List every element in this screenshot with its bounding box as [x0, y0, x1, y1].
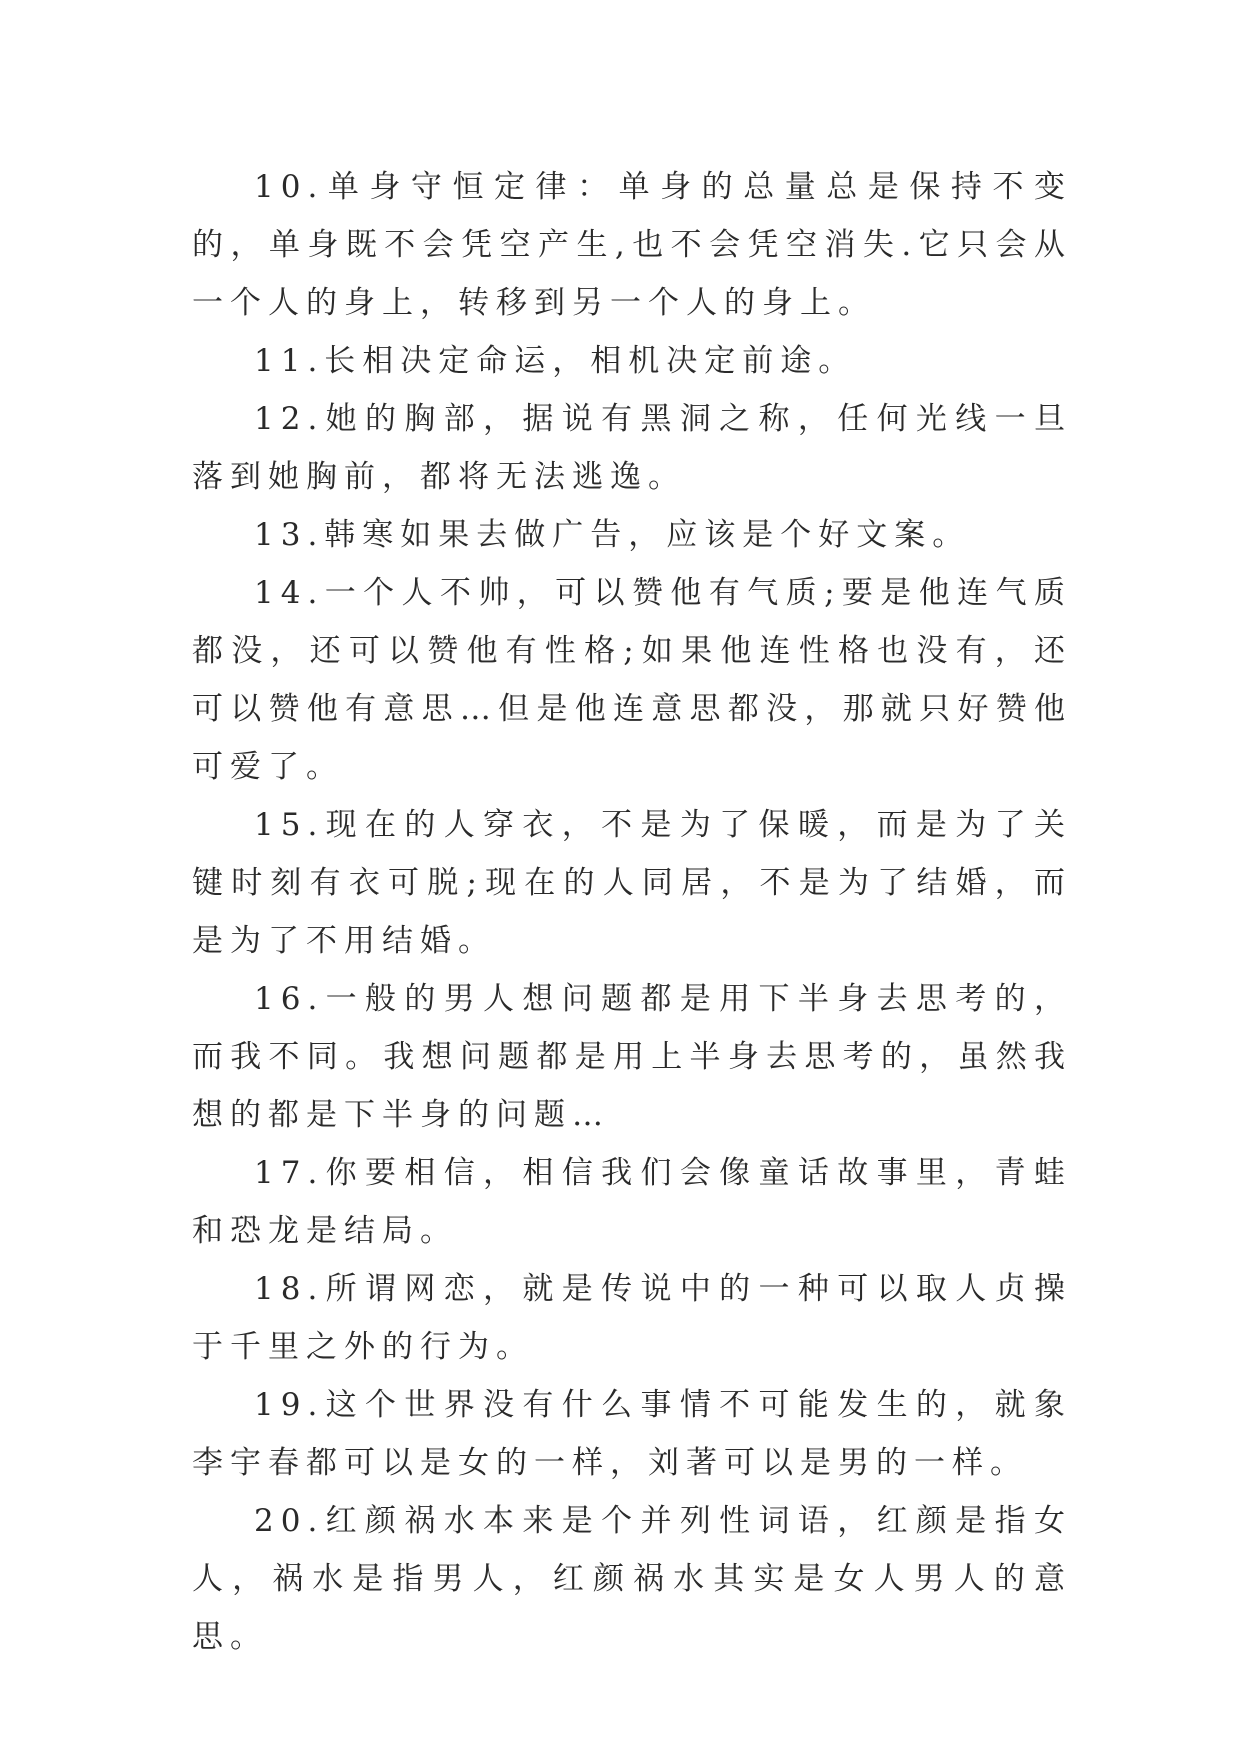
paragraph-13: 13.韩寒如果去做广告，应该是个好文案。 — [254, 517, 971, 553]
paragraph-17: 17.你要相信，相信我们会像童话故事里，青蛙和恐龙是结局。 — [192, 1155, 1072, 1249]
paragraph-20: 20.红颜祸水本来是个并列性词语，红颜是指女人，祸水是指男人，红颜祸水其实是女人男人的意思。 — [192, 1503, 1072, 1655]
paragraph-16: 16.一般的男人想问题都是用下半身去思考的，而我不同。我想问题都是用上半身去思考的，虽然我想的都是下半身的问题… — [192, 981, 1072, 1133]
document-body — [192, 158, 1072, 1666]
paragraph-15: 15.现在的人穿衣，不是为了保暖，而是为了关键时刻有衣可脱;现在的人同居，不是为了结婚，而是为了不用结婚。 — [192, 807, 1072, 959]
paragraph-14: 14.一个人不帅，可以赞他有气质;要是他连气质都没，还可以赞他有性格;如果他连性格也没有，还可以赞他有意思…但是他连意思都没，那就只好赞他可爱了。 — [192, 575, 1072, 785]
paragraph-12: 12.她的胸部，据说有黑洞之称，任何光线一旦落到她胸前，都将无法逃逸。 — [192, 401, 1072, 495]
paragraph-11: 11.长相决定命运，相机决定前途。 — [254, 343, 857, 379]
paragraph-18: 18.所谓网恋，就是传说中的一种可以取人贞操于千里之外的行为。 — [192, 1271, 1072, 1365]
paragraph-10: 10.单身守恒定律：单身的总量总是保持不变的，单身既不会凭空产生,也不会凭空消失.它只会从一个人的身上，转移到另一个人的身上。 — [192, 169, 1072, 321]
paragraph-19: 19.这个世界没有什么事情不可能发生的，就象李宇春都可以是女的一样，刘著可以是男的一样。 — [192, 1387, 1072, 1481]
